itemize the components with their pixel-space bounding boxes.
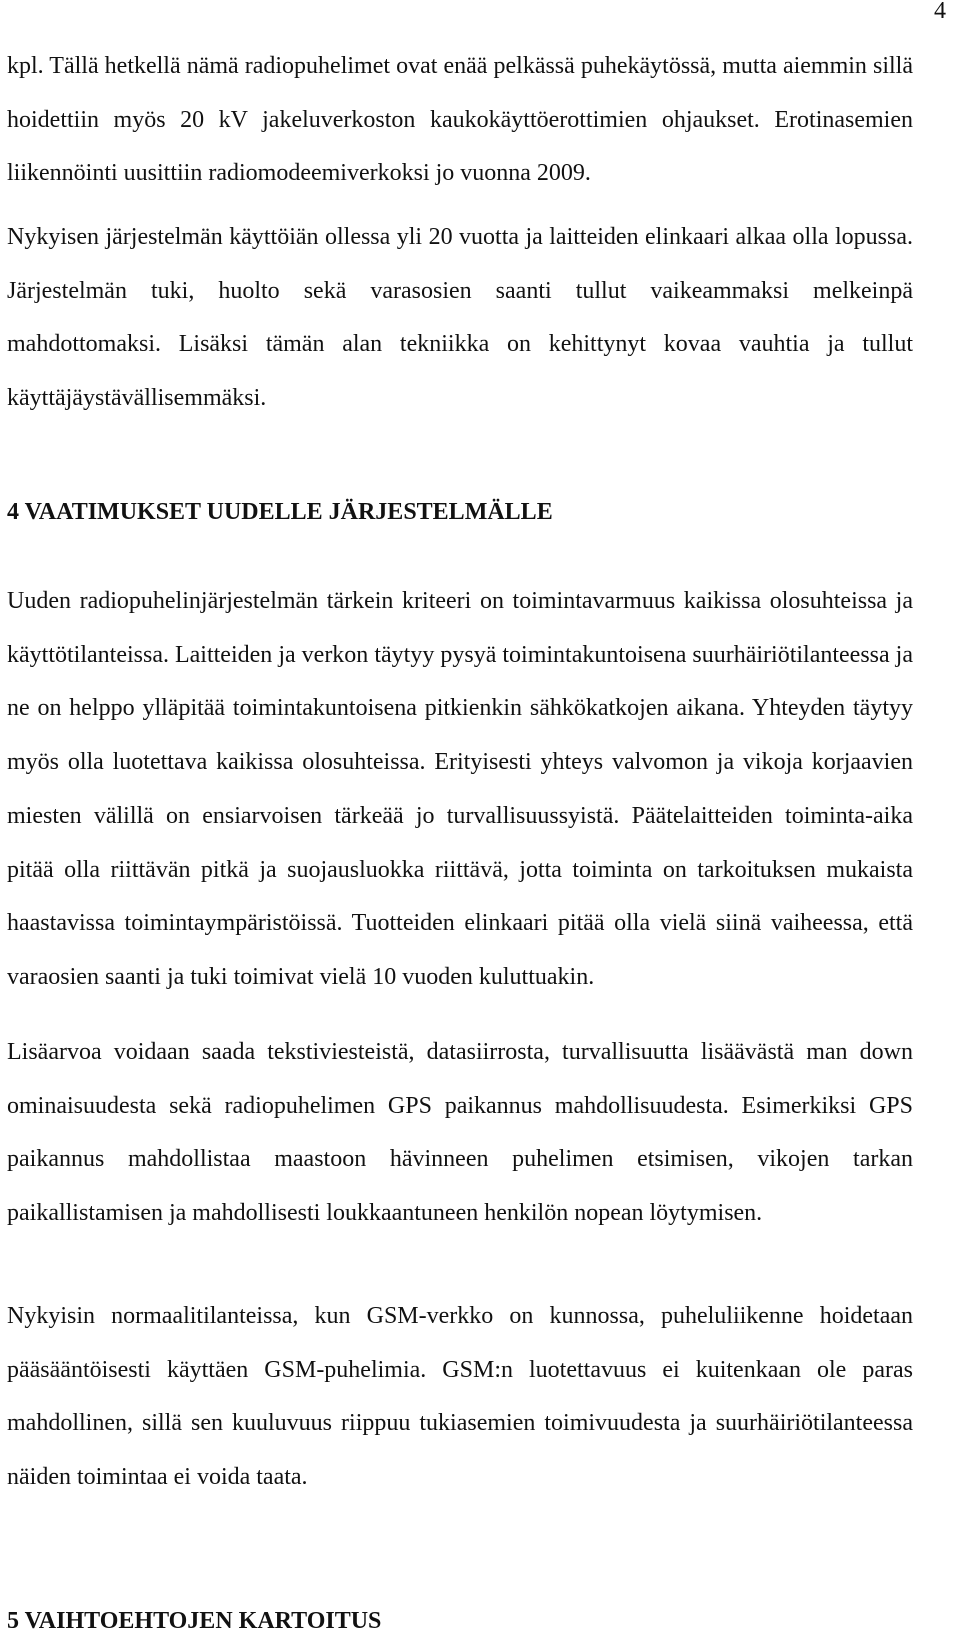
section-heading-requirements: 4 VAATIMUKSET UUDELLE JÄRJESTELMÄLLE [7, 499, 553, 525]
page-number: 4 [934, 0, 946, 24]
paragraph-requirements: Uuden radiopuhelinjärjestelmän tärkein kriteeri on toimintavarmuus kaikissa olosuhteissa ja käyttötilanteissa. Laitteiden ja verkon täytyy pysyä toimintakuntoisena suurhäiriötilanteessa ja ne on helppo ylläpitää toimintakuntoisena pitkienkin sähkökatkojen aikana. Yhteyden täytyy myös olla luotettava kaikissa olosuhteissa. Erityisesti yhteys valvomon ja vikoja korjaavien miesten välillä on ensiarvoisen tärkeää jo turvallisuussyistä. Päätelaitteiden toiminta-aika pitää olla riittävän pitkä ja suojausluokka riittävä, jotta toiminta on tarkoituksen mukaista haastavissa toimintaympäristöissä. Tuotteiden elinkaari pitää olla vielä siinä vaiheessa, että varaosien saanti ja tuki toimivat vielä 10 vuoden kuluttuakin. [7, 588, 913, 990]
paragraph-system-age: Nykyisen järjestelmän käyttöiän ollessa yli 20 vuotta ja laitteiden elinkaari alkaa olla lopussa. Järjestelmän tuki, huolto sekä varasosien saanti tullut vaikeammaksi melkeinpä mahdottomaksi. Lisäksi tämän alan tekniikka on kehittynyt kovaa vauhtia ja tullut käyttäjäystävällisemmäksi. [7, 224, 913, 412]
paragraph-gsm-usage: Nykyisin normaalitilanteissa, kun GSM-verkko on kunnossa, puheluliikenne hoidetaan pääsääntöisesti käyttäen GSM-puhelimia. GSM:n luotettavuus ei kuitenkaan ole paras mahdollinen, sillä sen kuuluvuus riippuu tukiasemien toimivuudesta ja suurhäiriötilanteessa näiden toimintaa ei voida taata. [7, 1303, 913, 1491]
paragraph-radio-history: kpl. Tällä hetkellä nämä radiopuhelimet ovat enää pelkässä puhekäytössä, mutta aiemmin sillä hoidettiin myös 20 kV jakeluverkoston kaukokäyttöerottimien ohjaukset. Erotinasemien liikennöinti uusittiin radiomodeemiverkoksi jo vuonna 2009. [7, 53, 913, 187]
paragraph-added-value: Lisäarvoa voidaan saada tekstiviesteistä, datasiirrosta, turvallisuutta lisäävästä man down ominaisuudesta sekä radiopuhelimen GPS paikannus mahdollisuudesta. Esimerkiksi GPS paikannus mahdollistaa maastoon hävinneen puhelimen etsimisen, vikojen tarkan paikallistamisen ja mahdollisesti loukkaantuneen henkilön nopean löytymisen. [7, 1039, 913, 1227]
section-heading-alternatives: 5 VAIHTOEHTOJEN KARTOITUS [7, 1608, 382, 1634]
